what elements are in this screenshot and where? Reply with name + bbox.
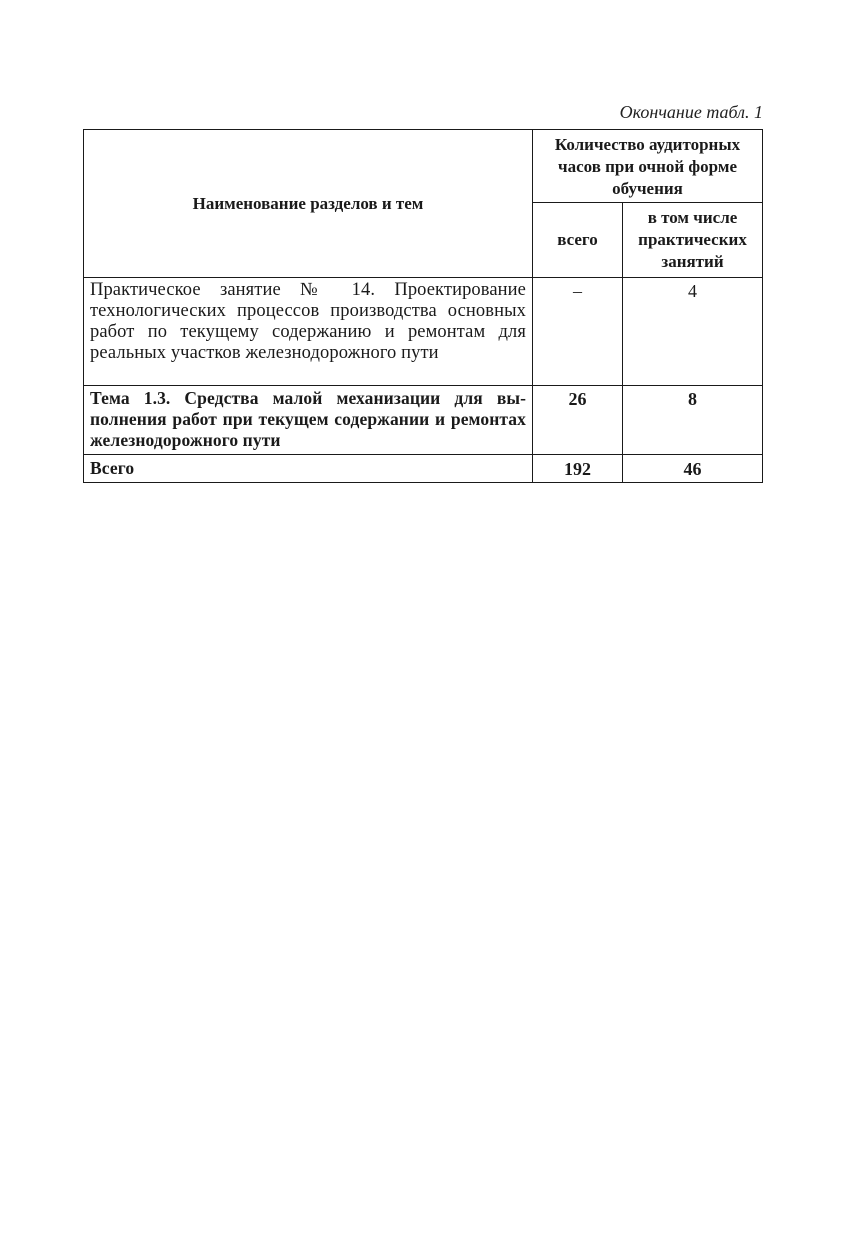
header-hours-group: Количество аудиторных часов при очной форме обучения [533,130,763,203]
row-practical-hours: 46 [623,455,763,483]
row-total-hours: – [533,278,623,386]
header-total-column: всего [533,203,623,278]
row-name: Тема 1.3. Средства малой механизации для выполнения работ при текущем содержании и ремонтах железнодорожного пути [84,386,533,455]
hours-table [83,129,763,483]
table-row [84,278,763,386]
header-name-column: Наименование разделов и тем [84,130,533,278]
row-total-hours: 26 [533,386,623,455]
row-name: Всего [84,455,533,483]
header-practical-column: в том числе практических занятий [623,203,763,278]
table-caption: Окончание табл. 1 [619,102,763,122]
row-name: Практическое занятие № 14. Проектирование технологических процессов производства основных работ по текущему содержанию и ремонтам для реальных участков железнодорожного пути [84,278,533,386]
row-total-hours: 192 [533,455,623,483]
table-row-total [84,455,763,483]
table-row [84,386,763,455]
row-practical-hours: 4 [623,278,763,386]
row-practical-hours: 8 [623,386,763,455]
